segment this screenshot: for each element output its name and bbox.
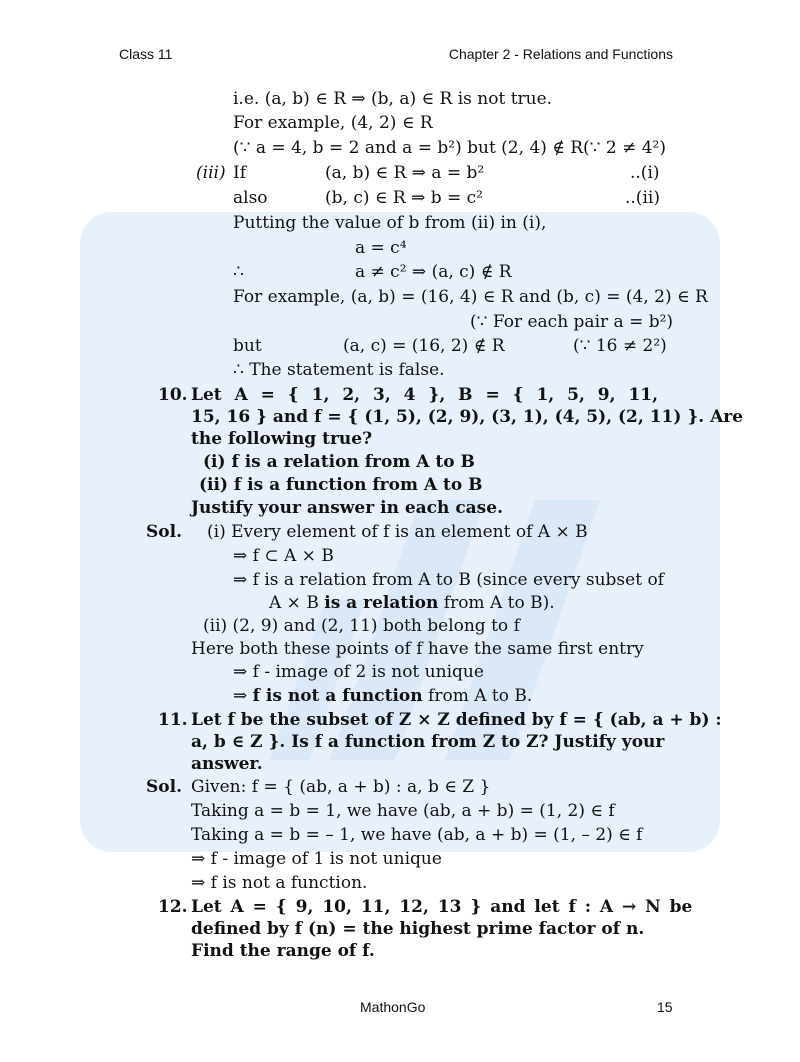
equation: a ≠ c² ⇒ (a, c) ∉ R [355,262,512,282]
equation: (a, c) = (16, 2) ∉ R [343,336,505,356]
equation: (a, b) ∈ R ⇒ a = b² [325,163,485,183]
question-text: Justify your answer in each case. [191,498,503,518]
solution-line: ⇒ f is not a function. [191,873,368,893]
solution-line: (ii) (2, 9) and (2, 11) both belong to f [203,616,520,636]
text-line: For example, (4, 2) ∈ R [233,113,433,133]
part-label: (iii) [196,163,226,183]
question-number: 10. [158,385,188,405]
solution-line: ⇒ f - image of 2 is not unique [233,662,484,682]
text-line: but [233,336,262,356]
solution-text: from A to B). [443,593,555,613]
solution-text: from A to B. [428,686,533,706]
question-number: 11. [158,710,188,730]
question-text: defined by f (n) = the highest prime factor of n. [191,919,645,939]
equation: a = c⁴ [355,238,407,258]
question-part: (i) f is a relation from A to B [203,452,475,472]
solution-line: ⇒ f is a relation from A to B (since every subset of [233,570,664,590]
solution-label: Sol. [146,777,182,797]
page-number: 15 [657,999,673,1015]
solution-text: A × B [269,593,319,613]
text-line: (∵ a = 4, b = 2 and a = b²) but (2, 4) ∉ R [233,138,584,158]
text-line: also [233,188,268,208]
solution-line: ⇒ f ⊂ A × B [233,546,334,566]
footer-brand: MathonGo [360,999,426,1015]
solution-line: ⇒ f - image of 1 is not unique [191,849,442,869]
question-text: 15, 16 } and f = { (1, 5), (2, 9), (3, 1), (4, 5), (2, 11) }. Are [191,407,744,427]
question-text: Let A = { 1, 2, 3, 4 }, B = { 1, 5, 9, 11, [191,385,659,405]
solution-line: (i) Every element of f is an element of A × B [207,522,588,542]
solution-line: Taking a = b = 1, we have (ab, a + b) = (1, 2) ∈ f [191,801,615,821]
question-text: answer. [191,754,263,774]
text-line: i.e. (a, b) ∈ R ⇒ (b, a) ∈ R is not true. [233,89,553,109]
text-line: ∴ The statement is false. [233,360,445,380]
text-line: (∵ 2 ≠ 4²) [583,138,666,158]
equation: (b, c) ∈ R ⇒ b = c² [325,188,483,208]
equation-number: ..(ii) [625,188,660,208]
solution-line [233,685,532,707]
solution-line: Taking a = b = – 1, we have (ab, a + b) = (1, – 2) ∈ f [191,825,643,845]
solution-label: Sol. [146,522,182,542]
question-text: Let f be the subset of Z × Z defined by f = { (ab, a + b) : [191,710,722,730]
solution-line: Given: f = { (ab, a + b) : a, b ∈ Z } [191,777,491,797]
question-part: (ii) f is a function from A to B [199,475,483,495]
question-text: Let A = { 9, 10, 11, 12, 13 } and let f : A → N be [191,897,693,917]
solution-line [269,592,555,614]
question-number: 12. [158,897,188,917]
text-line: Putting the value of b from (ii) in (i), [233,213,547,233]
header-class: Class 11 [119,46,173,62]
text-line: For example, (a, b) = (16, 4) ∈ R and (b, c) = (4, 2) ∈ R [233,287,708,307]
implies-symbol: ⇒ [233,686,248,706]
solution-line: Here both these points of f have the same first entry [191,639,644,659]
text-line: (∵ 16 ≠ 2²) [573,336,667,356]
text-line: (∵ For each pair a = b²) [470,312,674,332]
therefore-symbol: ∴ [233,262,244,282]
solution-emphasis: is a relation [324,593,439,613]
text-line: If [233,163,247,183]
question-text: the following true? [191,429,373,449]
question-text: a, b ∈ Z }. Is f a function from Z to Z? Justify your [191,732,665,752]
equation-number: ..(i) [630,163,660,183]
header-chapter: Chapter 2 - Relations and Functions [448,46,673,62]
question-text: Find the range of f. [191,941,375,961]
solution-emphasis: f is not a function [252,686,423,706]
